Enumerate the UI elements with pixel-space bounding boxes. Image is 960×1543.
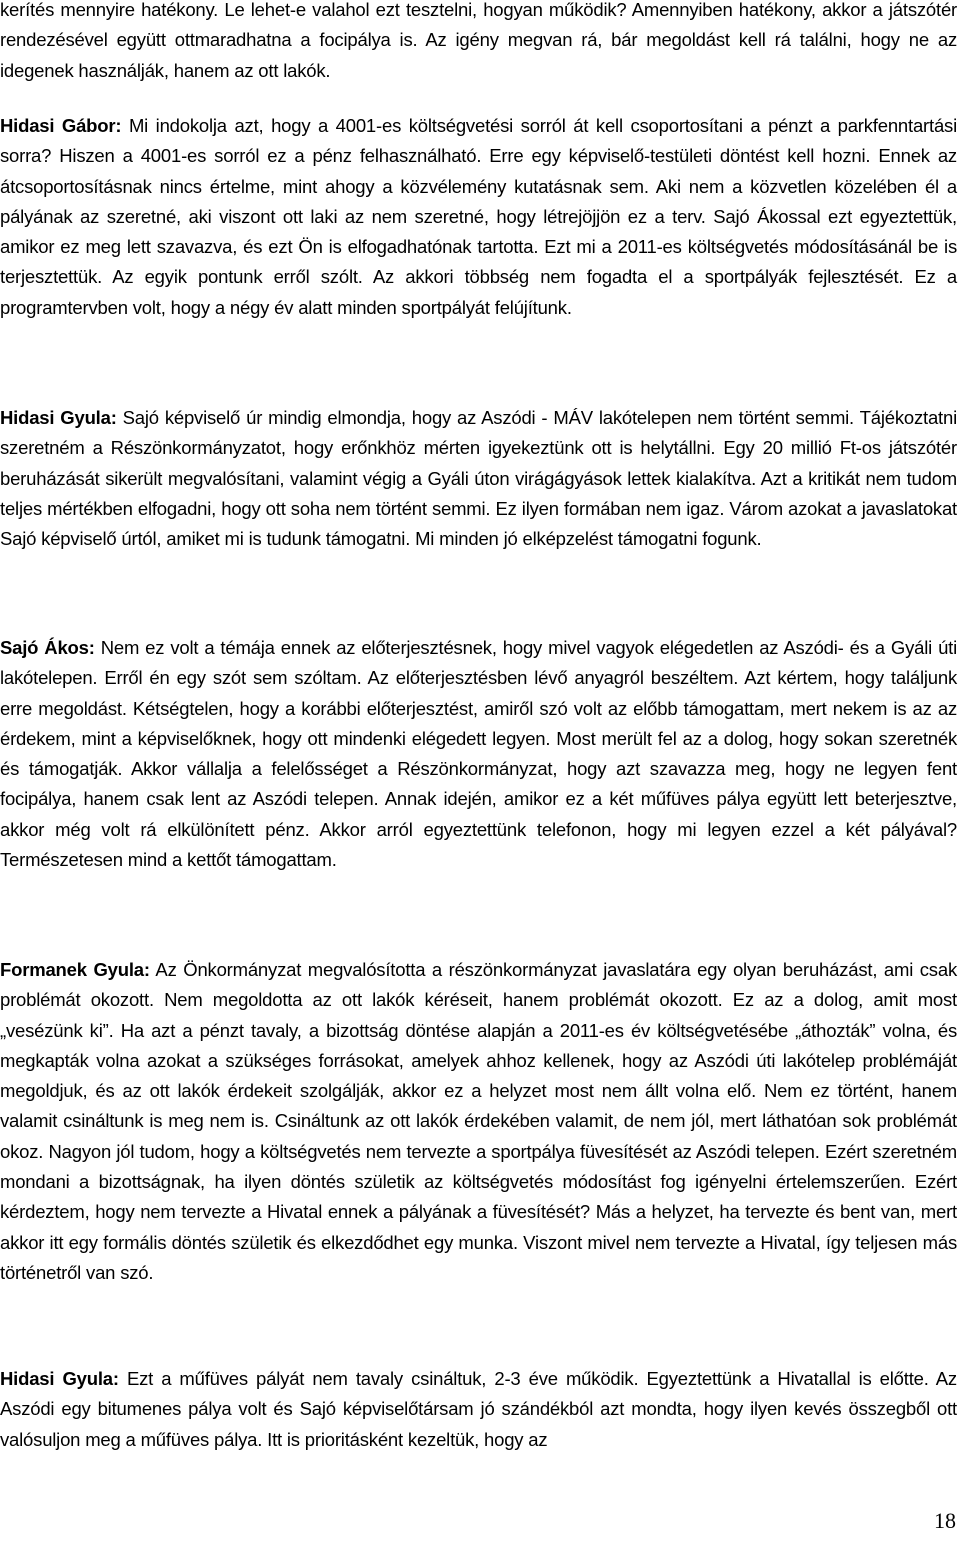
page-number: 18: [934, 1508, 956, 1533]
speaker-name: Hidasi Gábor:: [0, 115, 122, 136]
paragraph-text: Mi indokolja azt, hogy a 4001-es költségvetési sorról át kell csoportosítani a pénzt a parkfenntartási sorra? Hiszen a 4001-es sorról ez a pénz felhasználható. Erre egy képviselő-testületi döntést kell hozni. Ennek az átcsoportosításnak nincs értelme, mint ahogy a közvélemény kutatásnak sem. Aki nem a közvetlen közelében él a pályának az szeretné, aki viszont ott laki az nem szeretné, hogy létrejöjjön ez a terv. Sajó Ákossal ezt egyeztettük, amikor ez meg lett szavazva, és ezt Ön is elfogadhatónak tartotta. Ezt mi a 2011-es költségvetés módosításánál be is terjesztettük. Az egyik pontunk erről szólt. Az akkori többség nem fogadta el a sportpályák fejlesztését. Ez a programtervben volt, hogy a négy év alatt minden sportpályát felújítunk.: [0, 115, 957, 318]
paragraph-hidasi-gyula: [0, 403, 957, 554]
paragraph-formanek-gyula: [0, 955, 957, 1288]
paragraph-sajo-akos: [0, 633, 957, 875]
paragraph-continuation: [0, 0, 957, 86]
paragraph-hidasi-gabor: [0, 111, 957, 323]
speaker-name: Hidasi Gyula:: [0, 407, 117, 428]
paragraph-text: kerítés mennyire hatékony. Le lehet-e valahol ezt tesztelni, hogyan működik? Amennyiben hatékony, akkor a játszótér rendezésével együtt ottmaradhatna a focipálya is. Az igény megvan rá, bár megoldást kell rá találni, hogy ne az idegenek használják, hanem az ott lakók.: [0, 0, 957, 81]
paragraph-text: Az Önkormányzat megvalósította a részönkormányzat javaslatára egy olyan beruházást, ami csak problémát okozott. Nem megoldotta az ott lakók kéréseit, hanem problémát okozott. Ez az a dolog, amit most „vesézünk ki”. Ha azt a pénzt tavaly, a bizottság döntése alapján a 2011-es év költségvetésébe „áthozták” volna, és megkapták volna azokat a szükséges forrásokat, amelyek ahhoz kellenek, hogy az Aszódi úti lakótelep problémáját megoldjuk, és az ott lakók érdekeit szolgálják, akkor ez a helyzet most nem állt volna elő. Nem ez történt, hanem valamit csináltunk is meg nem is. Csináltunk az ott lakók érdekében valamit, de nem jól, mert láthatóan sok problémát okoz. Nagyon jól tudom, hogy a költségvetés nem tervezte a sportpálya füvesítését az Aszódi telepen. Ezért szeretném mondani a bizottságnak, ha ilyen döntés születik az költségvetés módosítást fog igényelni értelemszerűen. Ezért kérdeztem, hogy nem tervezte a Hivatal ennek a pályának a füvesítését? Más a helyzet, ha tervezte és bent van, mert akkor itt egy formális döntés születik és elkezdődhet egy munka. Viszont mivel nem tervezte a Hivatal, így teljesen más történetről van szó.: [0, 959, 957, 1283]
speaker-name: Hidasi Gyula:: [0, 1368, 119, 1389]
paragraph-text: Ezt a műfüves pályát nem tavaly csináltuk, 2-3 éve működik. Egyeztettünk a Hivatallal is előtte. Az Aszódi egy bitumenes pálya volt és Sajó képviselőtársam jó szándékból azt mondta, hogy ilyen kevés összegből ott valósuljon meg a műfüves pálya. Itt is prioritásként kezeltük, hogy az: [0, 1368, 957, 1450]
paragraph-text: Nem ez volt a témája ennek az előterjesztésnek, hogy mivel vagyok elégedetlen az Aszódi- és a Gyáli úti lakótelepen. Erről én egy szót sem szóltam. Az előterjesztésben lévő anyagról beszéltem. Azt kértem, hogy találjunk erre megoldást. Kétségtelen, hogy a korábbi előterjesztést, amiről szó volt az előbb támogattam, mert nekem is az az érdekem, mint a képviselőknek, hogy ott mindenki elégedett legyen. Most merült fel az a dolog, hogy sokan szeretnék és támogatják. Akkor vállalja a felelősséget a Részönkormányzat, hogy azt szavazza meg, hogy ne legyen fent focipálya, hanem csak lent az Aszódi telepen. Annak idején, amikor ez a két műfüves pálya együtt lett beterjesztve, akkor még volt rá elkülönített pénz. Akkor arról egyeztettünk telefonon, hogy mi legyen ezzel a két pályával? Természetesen mind a kettőt támogattam.: [0, 637, 958, 871]
speaker-name: Formanek Gyula:: [0, 959, 150, 980]
paragraph-hidasi-gyula-2: [0, 1364, 957, 1455]
paragraph-text: Sajó képviselő úr mindig elmondja, hogy az Aszódi - MÁV lakótelepen nem történt semmi. Tájékoztatni szeretném a Részönkormányzatot, hogy erőnkhöz mérten igyekeztünk ott is helytállni. Egy 20 millió Ft-os játszótér beruházását sikerült megvalósítani, valamint végig a Gyáli úton virágágyások lettek kialakítva. Azt a kritikát nem tudom teljes mértékben elfogadni, hogy ott soha nem történt semmi. Ez ilyen formában nem igaz. Várom azokat a javaslatokat Sajó képviselő úrtól, amiket mi is tudunk támogatni. Mi minden jó elképzelést támogatni fogunk.: [0, 407, 957, 550]
speaker-name: Sajó Ákos:: [0, 637, 95, 658]
